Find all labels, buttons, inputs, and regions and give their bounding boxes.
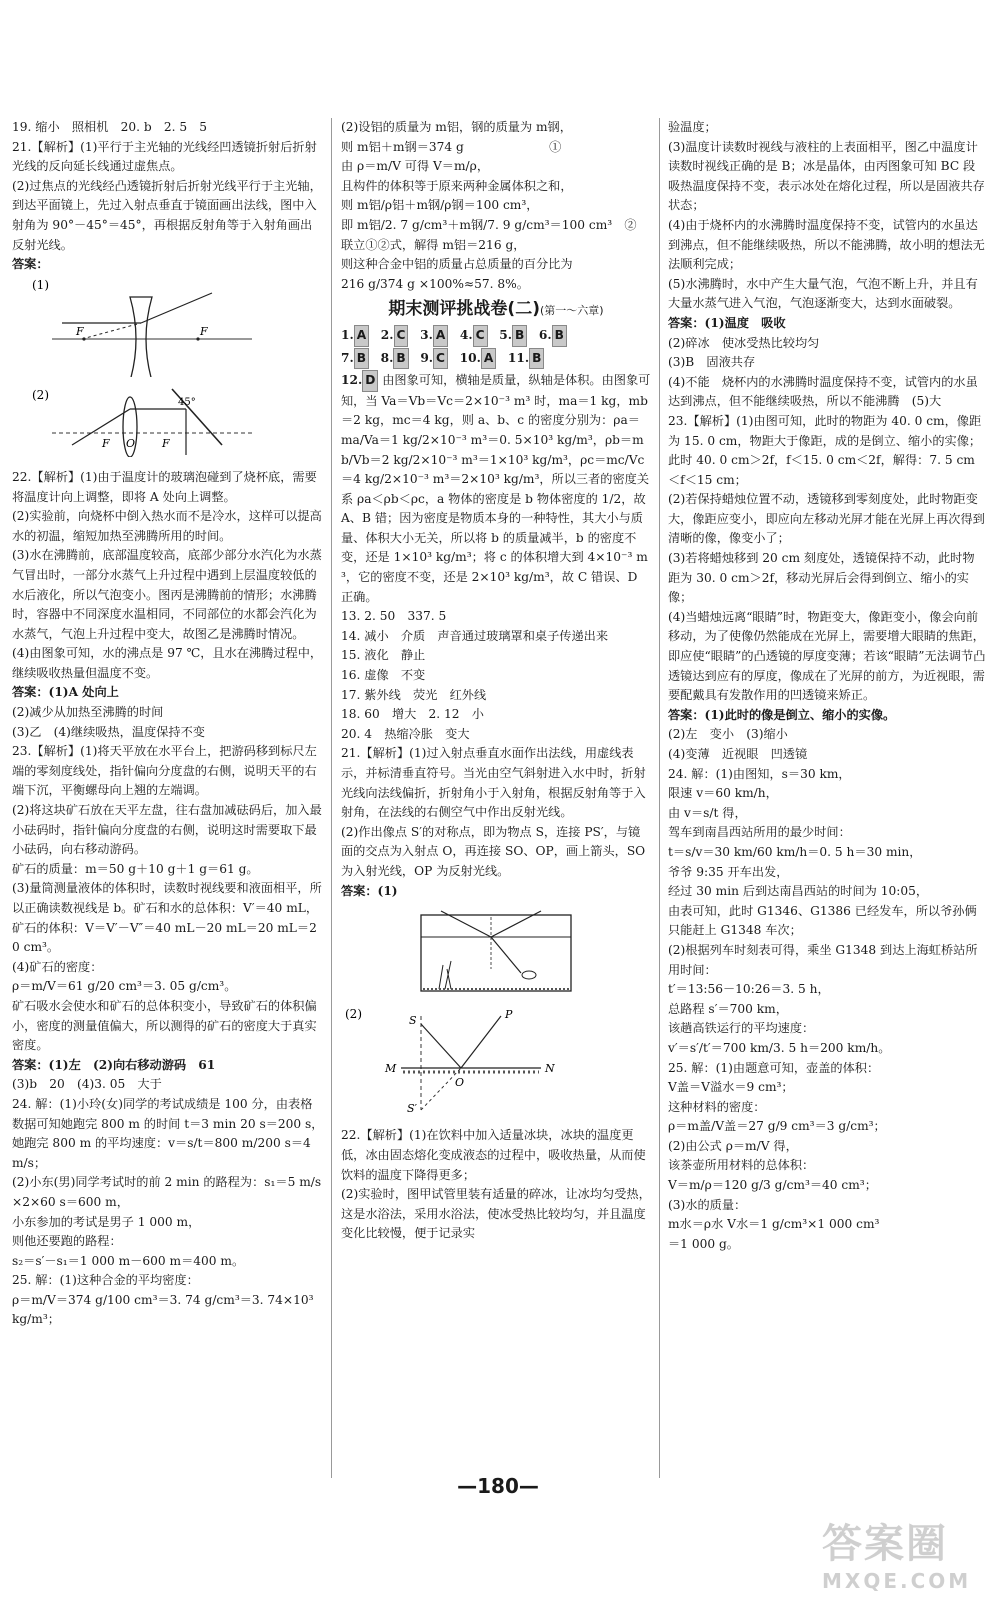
q22-answer-4: (4)不能 烧杯内的水沸腾时温度保持不变，试管内的水虽达到沸点，但不能继续吸热，所以不能沸腾 (5)大: [668, 374, 978, 409]
q23-answer-3: (4)变薄 近视眼 凹透镜: [668, 747, 808, 761]
convex-lens-mirror-diagram: [12, 387, 312, 457]
q22-analysis-2: (2)实验前，向烧杯中倒入热水而不是冷水，这样可以提高水的初温，缩短加热至沸腾所用的时间。: [12, 509, 322, 543]
line-19-20: 19. 缩小 照相机 20. b 2. 5 5: [12, 120, 208, 134]
q24-solution-4: 驾车到南昌西站所用的最少时间：: [668, 825, 851, 840]
q22-analysis-1: 22.【解析】(1)由于温度计的玻璃泡碰到了烧杯底，需要将温度计向上调整，即将 A 处向上调整。: [12, 469, 317, 504]
mc-4: 4. C: [460, 328, 488, 342]
concave-lens: [130, 297, 152, 377]
q24-solution-10: t′＝13:56－10:26＝3. 5 h，: [668, 982, 830, 997]
q24-solution-4: 则他还要跑的路程：: [12, 1234, 122, 1249]
plane-mirror-diagram: [341, 1006, 641, 1116]
column-right: [668, 118, 986, 1254]
label-s: S: [409, 1013, 417, 1027]
q24-solution-1: 24. 解：(1)由图知，s＝30 km，: [668, 766, 851, 781]
q23-analysis-4: (4)当蜡烛远离“眼睛”时，物距变大，像距变小，像会向前移动，为了使像仍然能成在光屏上，需要增大眼睛的焦距，即应使“眼睛”的凸透镜的厚度变薄；若该“眼睛”无法调节凸透镜达到应有的厚度，像成在了光屏的前方，为近视眼，需要配戴具有发散作用的凹透镜来矫正。: [668, 609, 986, 703]
q23-analysis-1: 23.【解析】(1)由图可知，此时的物距为 40. 0 cm，像距为 15. 0 cm，物距大于像距，成的是倒立、缩小的实像；此时 40. 0 cm＞2f，f＜15. 0 cm＜2f，解得：7. 5 cm＜f＜15 cm；: [668, 413, 982, 487]
q24-solution-13: v′＝s′/t′＝700 km/3. 5 h＝200 km/h。: [668, 1040, 891, 1055]
q25-2-line-8: 则这种合金中铝的质量占总质量的百分比为: [341, 257, 573, 272]
q23-analysis-4: (3)量筒测量液体的体积时，读数时视线要和液面相平，所以正确读数视线是 b。矿石和水的总体积：V′＝40 mL，矿石的体积：V＝V′－V″＝40 mL－20 mL＝20 mL＝20 cm³。: [12, 881, 322, 955]
mc-2: 2. C: [381, 328, 409, 342]
q21-analysis-2: (2)作出像点 S′的对称点，即为物点 S，连接 PS′，与镜面的交点为入射点 O，再连接 SO、OP，画上箭头，SO 为入射光线，OP 为反射光线。: [341, 824, 646, 878]
label-o: O: [126, 437, 136, 451]
concave-lens-diagram: [12, 277, 312, 377]
q23-analysis-2: (2)将这块矿石放在天平左盘，往右盘加减砝码后，加入最小砝码时，指针偏向分度盘的右侧，说明这时需要取下最小砝码，向右移动游码。: [12, 803, 322, 857]
section-title-text: 期末测评挑战卷(二): [388, 299, 540, 320]
mc-8: 8. B: [381, 351, 409, 365]
q25-solution-6: 该茶壶所用材料的总体积：: [668, 1158, 815, 1173]
q20: 20. 4 热缩冷胀 变大: [341, 726, 470, 741]
q25-2-line-9: 216 g/374 g ×100%≈57. 8%。: [341, 276, 529, 291]
q23-analysis-6: ρ＝m/V＝61 g/20 cm³＝3. 05 g/cm³。: [12, 979, 237, 994]
figure-plane-mirror: [341, 1006, 651, 1123]
column-divider-2: [659, 118, 660, 1478]
q25-2-line-5: 则 m铝/ρ铝＋m钢/ρ钢＝100 cm³，: [341, 198, 539, 213]
q23-answer-2: (3)b 20 (4)3. 05 大于: [12, 1077, 162, 1092]
mc-1: 1. A: [341, 328, 369, 342]
label-s-prime: S′: [407, 1101, 418, 1115]
q21-answer-label: 答案：(1): [341, 883, 398, 898]
q17: 17. 紫外线 荧光 红外线: [341, 687, 487, 702]
q23-answer-1: 答案：(1)此时的像是倒立、缩小的实像。: [668, 707, 896, 722]
q25-solution-4: ρ＝m盖/V盖＝27 g/9 cm³＝3 g/cm³；: [668, 1119, 886, 1134]
label-f-1: F: [102, 437, 110, 451]
q25-2-line-3: 由 ρ＝m/V 可得 V＝m/ρ，: [341, 159, 490, 174]
q23-analysis-7: 矿石吸水会使水和矿石的总体积变小，导致矿石的体积偏小，密度的测量值偏大，所以测得的矿石的密度大于真实密度。: [12, 998, 317, 1053]
fig2-label: (2): [345, 1006, 362, 1021]
q24-solution-9: (2)根据列车时刻表可得，乘坐 G1348 到达上海虹桥站所用时间：: [668, 942, 978, 977]
q22-answer-1: 答案：(1)温度 吸收: [668, 315, 786, 330]
fig2-label: (2): [32, 388, 49, 403]
q21-answer-label: 答案：: [12, 257, 49, 272]
q23-analysis-2: (2)若保持蜡烛位置不动，透镜移到零刻度处，此时物距变大，像距应变小，即应向左移动光屏才能在光屏上再次得到清晰的像，像变小了；: [668, 492, 985, 546]
watermark-url: MXQE.COM: [822, 1569, 972, 1593]
q22-cont-3: (4)由于烧杯内的水沸腾时温度保持不变，试管内的水虽达到沸点，但不能继续吸热，所以不能沸腾，故小明的想法无法顺利完成；: [668, 217, 985, 272]
q22-cont-1: 验温度；: [668, 120, 717, 134]
column-divider-1: [331, 118, 332, 1478]
q24-solution-2: 限速 v＝60 km/h，: [668, 786, 778, 801]
q24-solution-3: 由 v＝s/t 得，: [668, 805, 747, 820]
mc-5: 5. B: [499, 328, 527, 342]
q23-analysis-1: 23.【解析】(1)将天平放在水平台上，把游码移到标尺左端的零刻度线处，指针偏向分度盘的右侧，说明天平的右端下沉，平衡螺母向上翘的左端调。: [12, 744, 317, 798]
label-45: 45°: [178, 397, 196, 409]
q23-answer-2: (2)左 变小 (3)缩小: [668, 727, 788, 742]
mc-11: 11. B: [508, 351, 545, 365]
label-o: O: [455, 1075, 465, 1089]
mc-10: 10. A: [460, 351, 497, 365]
figure-convex-lens-mirror: [12, 387, 324, 464]
q24-solution-11: 总路程 s′＝700 km，: [668, 1001, 788, 1016]
q22-analysis-4: (4)由图象可知，水的沸点是 97 ℃，且水在沸腾过程中，继续吸收热量但温度不变。: [12, 646, 323, 680]
incident-ray-so: [421, 1024, 461, 1068]
q22-answer-3: (3)乙 (4)继续吸热，温度保持不变: [12, 724, 205, 739]
q23-analysis-5: (4)矿石的密度：: [12, 959, 103, 974]
refracted-ray: [491, 937, 521, 973]
q22-analysis-1: 22.【解析】(1)在饮料中加入适量冰块，冰块的温度更低，冰由固态熔化变成液态的过程中，吸收热量，从而使饮料的温度下降得更多；: [341, 1128, 646, 1182]
q21-analysis-2: (2)过焦点的光线经凸透镜折射后折射光线平行于主光轴，到达平面镜上，先过入射点垂直于镜面画出法线，图中入射角为 90°－45°＝45°，再根据反射角等于入射角画出反射光线。: [12, 178, 322, 252]
q25-solution-9: m水＝ρ水 V水＝1 g/cm³×1 000 cm³: [668, 1217, 880, 1232]
q25-solution-7: V＝m/ρ＝120 g/3 g/cm³＝40 cm³；: [668, 1178, 877, 1193]
q22-answer-3: (3)B 固液共存: [668, 355, 756, 370]
label-n: N: [545, 1061, 555, 1075]
q25-2-line-2: 则 m铝＋m钢＝374 g ①: [341, 139, 562, 154]
q24-solution-5: s₂＝s′－s₁＝1 000 m－600 m＝400 m。: [12, 1253, 245, 1268]
q22-answer-2: (2)碎冰 使冰受热比较均匀: [668, 335, 820, 350]
q24-solution-7: 经过 30 min 后到达南昌西站的时间为 10:05，: [668, 884, 929, 899]
q13: 13. 2. 50 337. 5: [341, 609, 447, 624]
fish-tank-diagram: [341, 903, 641, 995]
q22-analysis-3: (3)水在沸腾前，底部温度较高，底部少部分水汽化为水蒸气冒出时，一部分水蒸气上升过程中遇到上层温度较低的水后液化，所以气泡变小。图丙是沸腾前的情形；水沸腾时，容器中不同深度水温相同，不同部位的水都会汽化为水蒸气，气泡上升过程中变大，故图乙是沸腾时情况。: [12, 548, 322, 641]
tank: [421, 915, 571, 991]
q16: 16. 虚像 不变: [341, 668, 426, 683]
q22-answer-1: 答案：(1)A 处向上: [12, 685, 119, 700]
q22-answer-2: (2)减少从加热至沸腾的时间: [12, 705, 164, 720]
mc-6: 6. B: [539, 328, 567, 342]
label-f-2: F: [162, 437, 170, 451]
plant-icon: [439, 961, 451, 989]
q24-solution-8: 由表可知，此时 G1346、G1386 已经发车，所以爷孙俩只能赶上 G1348 车次；: [668, 903, 977, 938]
column-middle: [341, 118, 651, 1244]
label-p: P: [505, 1007, 513, 1021]
section-subtitle: (第一～六章): [539, 304, 604, 318]
mc-answers-row-2: [341, 348, 651, 370]
q25-2-line-7: 联立①②式，解得 m铝＝216 g，: [341, 237, 526, 252]
watermark-logo: [822, 1512, 992, 1592]
fish-icon: [522, 971, 536, 979]
q15: 15. 液化 静止: [341, 648, 426, 663]
figure-fish-tank: [341, 903, 651, 1002]
virtual-ray: [421, 1068, 461, 1110]
q23-analysis-3: (3)若将蜡烛移到 20 cm 刻度处，透镜保持不动，此时物距为 30. 0 cm＞2f，移动光屏后会得到倒立、缩小的实像；: [668, 551, 975, 605]
q21-analysis-1: 21.【解析】(1)平行于主光轴的光线经凹透镜折射后折射光线的反向延长线通过虚焦点。: [12, 139, 317, 174]
q24-solution-3: 小东参加的考试是男子 1 000 m，: [12, 1214, 201, 1229]
q25-solution-3: 这种材料的密度：: [668, 1099, 766, 1114]
extension-line: [82, 323, 141, 339]
q24-solution-12: 该趟高铁运行的平均速度：: [668, 1021, 815, 1036]
q21-analysis-1: 21.【解析】(1)过入射点垂直水面作出法线，用虚线表示，并标清垂直符号。当光由空气斜射进入水中时，折射光线向法线偏折，折射角小于入射角，根据反射角等于入射角，在法线的右侧空气中作出反射光线。: [341, 746, 646, 820]
q25-solution-5: (2)由公式 ρ＝m/V 得，: [668, 1138, 798, 1153]
q23-answer-1: 答案：(1)左 (2)向右移动游码 61: [12, 1057, 216, 1072]
q24-solution-2: (2)小东(男)同学考试时的前 2 min 的路程为：s₁＝5 m/s×2×60 s＝600 m，: [12, 1175, 322, 1209]
q18: 18. 60 增大 2. 12 小: [341, 707, 484, 722]
q14: 14. 减小 介质 声音通过玻璃罩和桌子传递出来: [341, 628, 609, 643]
mc-9: 9. C: [420, 351, 448, 365]
q24-solution-6: 爷爷 9:35 开车出发，: [668, 864, 789, 879]
mc-3: 3. A: [420, 328, 448, 342]
q12-explanation: 12. D 由图象可知，横轴是质量，纵轴是体积。由图象可知，当 Va＝Vb＝Vc＝2×10⁻³ m³ 时，ma＝1 kg，mb＝2 kg，mc＝4 kg，则 a、b、c 的密度分别为：ρa＝ma/Va＝1 kg/2×10⁻³ m³＝0. 5×10³ kg/m³，ρb＝mb/Vb＝2 kg/2×10⁻³ m³＝1×10³ kg/m³，ρc＝mc/Vc＝4 kg/2×10⁻³ m³＝2×10³ kg/m³，所以三者的密度关系 ρa＜ρb＜ρc，a 物体的密度是 b 物体密度的 1/2，故 A、B 错；因为密度是物质本身的一种特性，其大小与质量、体积大小无关，所以将 b 的质量减半，b 的密度不变，还是 1×10³ kg/m³；将 c 的体积增大到 4×10⁻³ m³，它的密度不变，还是 2×10³ kg/m³，故 C 错误、D 正确。: [341, 370, 651, 607]
label-m: M: [385, 1061, 397, 1075]
q25-2-line-4: 且构件的体积等于原来两种金属体积之和，: [341, 178, 573, 193]
ray-through-focus: [72, 409, 130, 445]
figure-concave-lens: [12, 277, 324, 384]
q25-solution-2: V盖＝V溢水＝9 cm³；: [668, 1080, 794, 1095]
q24-solution-5: t＝s/v＝30 km/60 km/h＝0. 5 h＝30 min，: [668, 844, 922, 859]
q25-2-line-1: (2)设铝的质量为 m铝，钢的质量为 m钢，: [341, 120, 572, 134]
fig1-label: (1): [32, 277, 49, 292]
reflected-ray-op: [461, 1016, 501, 1068]
q25-solution-1: 25. 解：(1)由题意可知，壶盖的体积：: [668, 1060, 880, 1075]
page-number: —180—: [457, 1474, 539, 1498]
label-f-left: F: [76, 324, 84, 338]
q23-analysis-3: 矿石的质量：m＝50 g＋10 g＋1 g＝61 g。: [12, 861, 259, 876]
q25-solution-8: (3)水的质量：: [668, 1197, 747, 1212]
q25-solution-10: ＝1 000 g。: [668, 1236, 739, 1251]
watermark-title: 答案圈: [822, 1521, 948, 1567]
section-title: [341, 300, 651, 321]
q25-2-line-6: 即 m铝/2. 7 g/cm³＋m钢/7. 9 g/cm³＝100 cm³ ②: [341, 217, 637, 232]
q22-cont-2: (3)温度计读数时视线与液柱的上表面相平，图乙中温度计读数时视线正确的是 B；冰是晶体，由丙图象可知 BC 段吸热温度保持不变，表示冰处在熔化过程，所以是固液共存状态；: [668, 139, 985, 213]
q25-solution-1: 25. 解：(1)这种合金的平均密度：: [12, 1273, 199, 1288]
q25-solution-2: ρ＝m/V＝374 g/100 cm³＝3. 74 g/cm³＝3. 74×10³ kg/m³；: [12, 1292, 314, 1327]
mc-7: 7. B: [341, 351, 369, 365]
q22-cont-4: (5)水沸腾时，水中产生大量气泡，气泡不断上升，并且有大量水蒸气进入气泡，气泡逐渐变大，达到水面破裂。: [668, 276, 978, 311]
column-left: [12, 118, 324, 1330]
label-f-right: F: [200, 324, 208, 338]
q22-analysis-2: (2)实验时，图甲试管里装有适量的碎冰，让冰均匀受热，这是水浴法，采用水浴法，使冰受热比较均匀，并且温度变化比较慢，便于记录实: [341, 1187, 651, 1241]
q24-solution-1: 24. 解：(1)小玲(女)同学的考试成绩是 100 分，由表格数据可知她跑完 800 m 的时间 t＝3 min 20 s＝200 s，她跑完 800 m 的平均速度：v＝s/t＝800 m/200 s＝4 m/s；: [12, 1096, 324, 1170]
mc-answers-row-1: [341, 325, 651, 347]
